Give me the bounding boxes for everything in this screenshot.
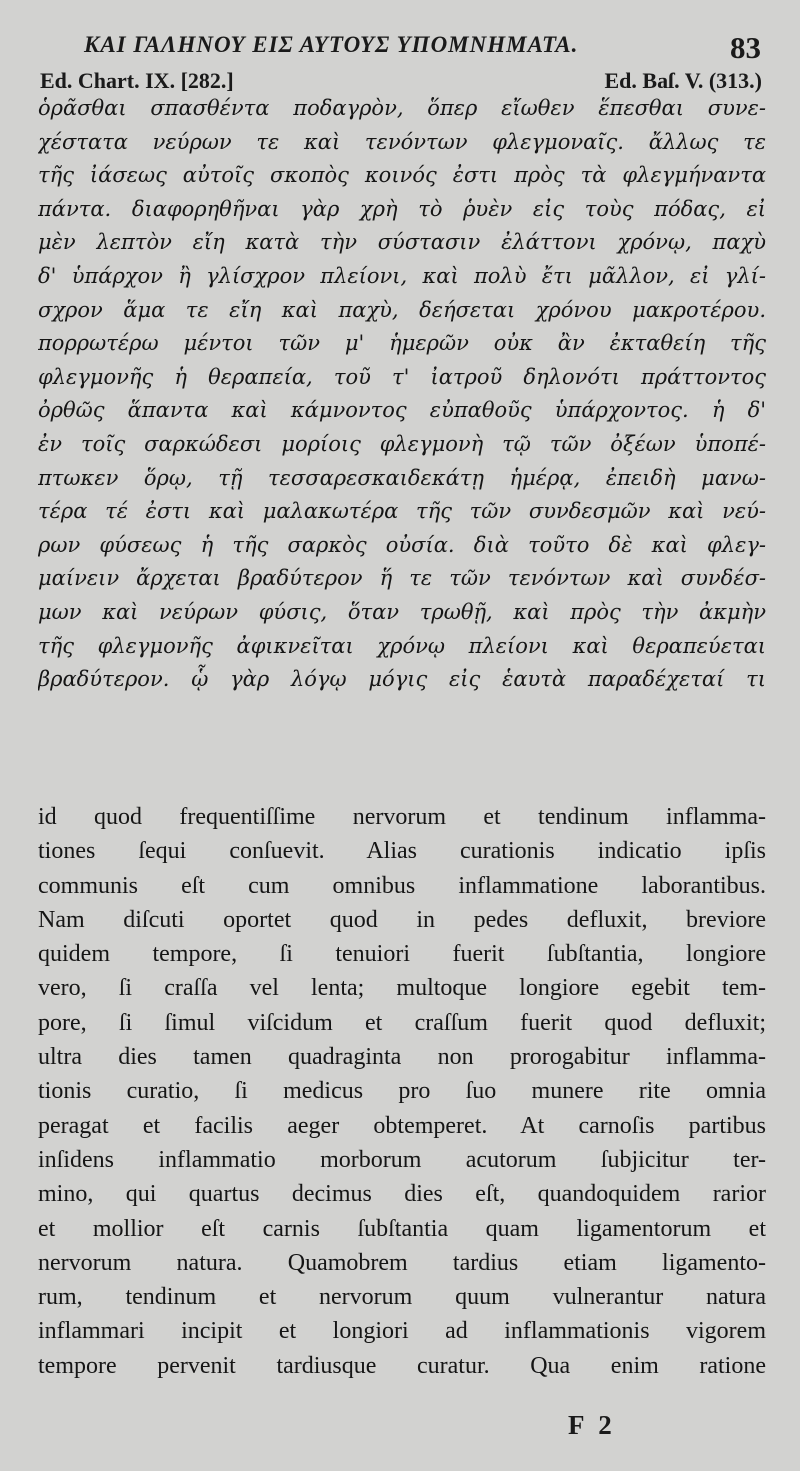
latin-text-line: communis eſt cum omnibus inflammatione laborantibus.	[38, 872, 766, 899]
greek-text-line: μαίνειν ἄρχεται βραδύτερον ἥ τε τῶν τενόντων καὶ συνδέσ-	[38, 566, 766, 591]
greek-text-line: πτωκεν ὅρῳ, τῇ τεσσαρεσκαιδεκάτῃ ἡμέρᾳ, ἐπειδὴ μανω-	[38, 465, 766, 490]
latin-text-line: ultra dies tamen quadraginta non prorogabitur inflamma-	[38, 1044, 766, 1071]
latin-text-block	[38, 800, 766, 1383]
greek-text-line: τέρα τέ ἐστι καὶ μαλακωτέρα τῆς τῶν συνδεσμῶν καὶ νεύ-	[38, 499, 766, 524]
greek-text-line: σχρον ἅμα τε εἴη καὶ παχὺ, δεήσεται χρόνου μακροτέρου.	[38, 297, 766, 322]
greek-text-line: μων καὶ νεύρων φύσις, ὅταν τρωθῇ, καὶ πρὸς τὴν ἀκμὴν	[38, 599, 766, 624]
greek-text-line: ὁρᾶσθαι σπασθέντα ποδαγρὸν, ὅπερ εἴωθεν ἕπεσθαι συνε-	[38, 96, 766, 120]
latin-text-line: pore, ſi ſimul viſcidum et craſſum fuerit quod defluxit;	[38, 1009, 766, 1036]
greek-text-line: ρων φύσεως ἡ τῆς σαρκὸς οὐσία. διὰ τοῦτο δὲ καὶ φλεγ-	[38, 532, 766, 557]
greek-text-line: τῆς φλεγμονῆς ἀφικνεῖται χρόνῳ πλείονι καὶ θεραπεύεται	[38, 633, 766, 658]
greek-text-line: φλεγμονῆς ἡ θεραπεία, τοῦ τ' ἰατροῦ δηλονότι πράττοντος	[38, 364, 766, 389]
latin-text-line: inſidens inflammatio morborum acutorum ſubjicitur ter-	[38, 1146, 766, 1173]
edition-reference-left: Ed. Chart. IX. [282.]	[40, 68, 234, 93]
running-head: ΚΑΙ ΓΑΛΗΝΟΥ ΕΙΣ ΑΥΤΟΥΣ ΥΠΟΜΝΗΜΑΤΑ.	[84, 32, 579, 57]
latin-text-line: et mollior eſt carnis ſubſtantia quam ligamentorum et	[38, 1215, 766, 1242]
latin-text-line: tempore pervenit tardiusque curatur. Qua enim ratione	[38, 1352, 766, 1379]
latin-text-line: peragat et facilis aeger obtemperet. At carnoſis partibus	[38, 1112, 766, 1139]
latin-text-line: rum, tendinum et nervorum quum vulnerantur natura	[38, 1284, 766, 1311]
latin-text-line: mino, qui quartus decimus dies eſt, quandoquidem rarior	[38, 1181, 766, 1208]
greek-text-line: πορρωτέρω μέντοι τῶν μ' ἡμερῶν οὐκ ἂν ἐκταθείη τῆς	[38, 331, 766, 356]
edition-reference-right: Ed. Baſ. V. (313.)	[604, 68, 762, 93]
latin-text-line: nervorum natura. Quamobrem tardius etiam ligamento-	[38, 1249, 766, 1276]
printer-signature: F 2	[568, 1410, 616, 1440]
greek-text-line: ἐν τοῖς σαρκώδεσι μορίοις φλεγμονὴ τῷ τῶν ὀξέων ὑποπέ-	[38, 431, 766, 456]
latin-text-line: quidem tempore, ſi tenuiori fuerit ſubſtantia, longiore	[38, 941, 766, 968]
latin-text-line: tionis curatio, ſi medicus pro ſuo munere rite omnia	[38, 1078, 766, 1105]
latin-text-line: id quod frequentiſſime nervorum et tendinum inflamma-	[38, 804, 766, 830]
greek-text-line: χέστατα νεύρων τε καὶ τενόντων φλεγμοναῖς. ἄλλως τε	[38, 129, 766, 154]
greek-text-line: μὲν λεπτὸν εἴη κατὰ τὴν σύστασιν ἐλάττονι χρόνῳ, παχὺ	[38, 230, 766, 255]
greek-text-line: βραδύτερον. ᾧ γὰρ λόγῳ μόγις εἰς ἑαυτὰ παραδέχεταί τι	[38, 667, 766, 692]
latin-text-line: Nam diſcuti oportet quod in pedes defluxit, breviore	[38, 906, 766, 933]
latin-text-line: vero, ſi craſſa vel lenta; multoque longiore egebit tem-	[38, 975, 766, 1002]
greek-text-line: τῆς ἰάσεως αὐτοῖς σκοπὸς κοινός ἐστι πρὸς τὰ φλεγμήναντα	[38, 163, 766, 188]
greek-text-block	[38, 92, 766, 697]
greek-text-line: δ' ὑπάρχον ἢ γλίσχρον πλείονι, καὶ πολὺ ἔτι μᾶλλον, εἰ γλί-	[38, 263, 766, 288]
latin-text-line: tiones ſequi conſuevit. Alias curationis indicatio ipſis	[38, 838, 766, 865]
greek-text-line: ὀρθῶς ἅπαντα καὶ κάμνοντος εὐπαθοῦς ὑπάρχοντος. ἡ δ'	[38, 398, 766, 423]
greek-text-line: πάντα. διαφορηθῆναι γὰρ χρὴ τὸ ῥυὲν εἰς τοὺς πόδας, εἰ	[38, 196, 766, 221]
page-number: 83	[730, 30, 761, 65]
latin-text-line: inflammari incipit et longiori ad inflammationis vigorem	[38, 1318, 766, 1345]
